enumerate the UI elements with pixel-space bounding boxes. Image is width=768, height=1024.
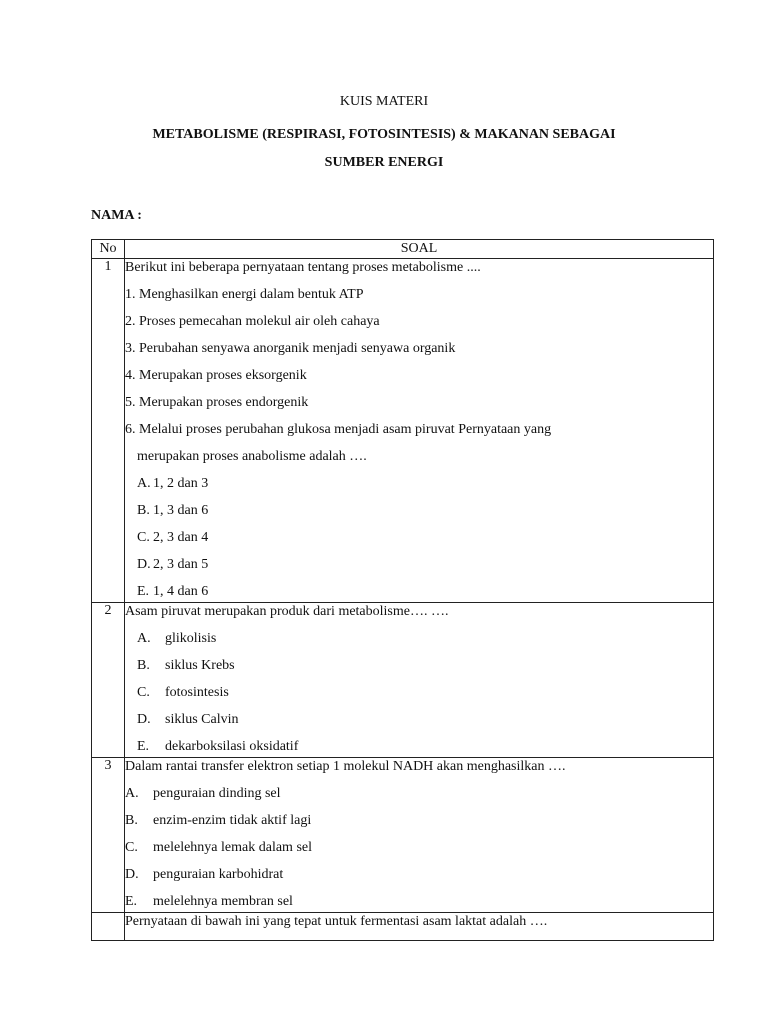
option-text: penguraian dinding sel bbox=[153, 786, 281, 801]
question-cell bbox=[125, 603, 714, 758]
name-label: NAMA : bbox=[91, 208, 142, 223]
quiz-heading: KUIS MATERI bbox=[339, 94, 429, 109]
answer-option bbox=[125, 893, 713, 912]
question-stem: Asam piruvat merupakan produk dari metabolisme…. …. bbox=[125, 604, 449, 619]
statement-item: 4. Merupakan proses eksorgenik bbox=[125, 368, 307, 383]
option-letter: E. bbox=[125, 894, 138, 909]
option-text: enzim-enzim tidak aktif lagi bbox=[153, 813, 312, 828]
question-cell bbox=[125, 758, 714, 913]
question-stem: Berikut ini beberapa pernyataan tentang proses metabolisme .... bbox=[125, 260, 481, 275]
option-letter: A. bbox=[137, 476, 151, 491]
table-row bbox=[92, 758, 714, 913]
answer-option bbox=[125, 475, 713, 502]
answer-option bbox=[125, 684, 713, 711]
option-text: 1, 4 dan 6 bbox=[153, 584, 209, 599]
option-text: melelehnya membran sel bbox=[153, 894, 293, 909]
option-letter: C. bbox=[125, 840, 138, 855]
question-table bbox=[91, 239, 714, 941]
option-text: 1, 3 dan 6 bbox=[153, 503, 209, 518]
statement-item: 1. Menghasilkan energi dalam bentuk ATP bbox=[125, 287, 364, 302]
answer-option bbox=[125, 711, 713, 738]
option-letter: D. bbox=[137, 557, 151, 572]
option-letter: E. bbox=[137, 739, 150, 754]
option-text: glikolisis bbox=[165, 631, 217, 646]
answer-option bbox=[125, 556, 713, 583]
answer-option bbox=[125, 812, 713, 839]
question-number: 3 bbox=[92, 758, 125, 913]
option-letter: A. bbox=[125, 786, 139, 801]
statement-continuation: merupakan proses anabolisme adalah …. bbox=[137, 449, 367, 464]
option-letter: A. bbox=[137, 631, 151, 646]
table-row bbox=[92, 259, 714, 603]
option-text: melelehnya lemak dalam sel bbox=[153, 840, 312, 855]
statement-item: 6. Melalui proses perubahan glukosa menjadi asam piruvat Pernyataan yang bbox=[125, 422, 552, 437]
option-letter: D. bbox=[125, 867, 139, 882]
option-text: 1, 2 dan 3 bbox=[153, 476, 209, 491]
table-header-row bbox=[92, 240, 714, 259]
question-number: 2 bbox=[92, 603, 125, 758]
option-letter: B. bbox=[137, 658, 150, 673]
statement-item: 5. Merupakan proses endorgenik bbox=[125, 395, 309, 410]
question-number: 1 bbox=[92, 259, 125, 603]
option-text: fotosintesis bbox=[165, 685, 229, 700]
option-letter: D. bbox=[137, 712, 151, 727]
option-letter: C. bbox=[137, 530, 150, 545]
option-text: penguraian karbohidrat bbox=[153, 867, 284, 882]
option-letter: E. bbox=[137, 584, 150, 599]
column-header-soal: SOAL bbox=[125, 240, 714, 259]
question-stem: Dalam rantai transfer elektron setiap 1 molekul NADH akan menghasilkan …. bbox=[125, 759, 566, 774]
table-row bbox=[92, 913, 714, 941]
statement-item: 3. Perubahan senyawa anorganik menjadi senyawa organik bbox=[125, 341, 456, 356]
question-number bbox=[92, 913, 125, 941]
option-text: siklus Calvin bbox=[165, 712, 239, 727]
answer-option bbox=[125, 583, 713, 602]
option-text: 2, 3 dan 4 bbox=[153, 530, 209, 545]
option-letter: B. bbox=[125, 813, 138, 828]
answer-option bbox=[125, 657, 713, 684]
answer-option bbox=[125, 738, 713, 757]
statement-item: 2. Proses pemecahan molekul air oleh cahaya bbox=[125, 314, 380, 329]
answer-option bbox=[125, 839, 713, 866]
quiz-title-line-1: METABOLISME (RESPIRASI, FOTOSINTESIS) & MAKANAN SEBAGAI bbox=[152, 127, 616, 142]
answer-option bbox=[125, 866, 713, 893]
option-text: dekarboksilasi oksidatif bbox=[165, 739, 299, 754]
option-letter: C. bbox=[137, 685, 150, 700]
question-cell bbox=[125, 259, 714, 603]
question-cell bbox=[125, 913, 714, 941]
column-header-no: No bbox=[92, 240, 125, 259]
quiz-title-line-2: SUMBER ENERGI bbox=[324, 155, 444, 170]
option-letter: B. bbox=[137, 503, 150, 518]
option-text: 2, 3 dan 5 bbox=[153, 557, 209, 572]
answer-option bbox=[125, 529, 713, 556]
answer-option bbox=[125, 502, 713, 529]
answer-option bbox=[125, 785, 713, 812]
answer-option bbox=[125, 630, 713, 657]
question-stem: Pernyataan di bawah ini yang tepat untuk fermentasi asam laktat adalah …. bbox=[125, 914, 548, 929]
table-row bbox=[92, 603, 714, 758]
option-text: siklus Krebs bbox=[165, 658, 235, 673]
